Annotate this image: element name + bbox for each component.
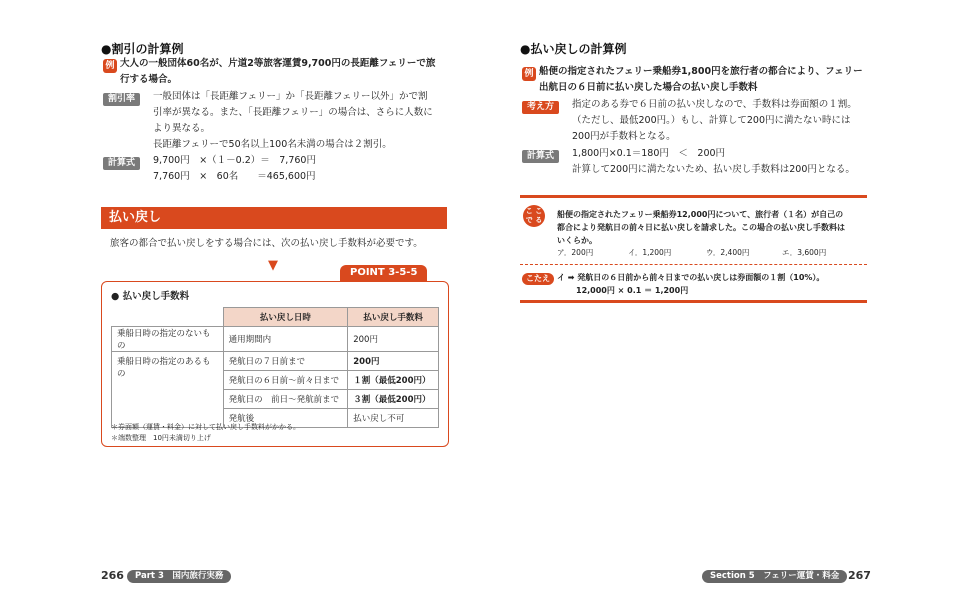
table-row [112, 327, 439, 352]
point-title: ● 払い戻し手数料 [111, 291, 190, 302]
row-category: 乗船日時の指定のないもの [112, 327, 224, 352]
row-when: 通用期間内 [223, 327, 348, 352]
point-tab: POINT 3-5-5 [340, 265, 427, 281]
refund-formula-line-2: 計算して200円に満たないため、払い戻し手数料は200円となる。 [572, 164, 855, 175]
table-note-2: ＊端数整理 10円未満切り上げ [111, 434, 211, 442]
row-category: 乗船日時の指定のあるもの [112, 352, 224, 428]
row-fee: 払い戻し不可 [348, 409, 439, 428]
header-refund-date: 払い戻し日時 [223, 308, 348, 327]
discount-example-line-1: 大人の一般団体60名が、片道2等旅客運賃9,700円の長距離フェリーで旅 [120, 58, 436, 69]
quiz-line-2: 都合により発航日の前々日に払い戻しを請求した。この場合の払い戻し手数料は [557, 223, 845, 232]
refund-formula-line-1: 1,800円×0.1＝180円 ＜ 200円 [572, 148, 726, 159]
row-fee: 200円 [348, 352, 439, 371]
footer-part-label: Part 3 国内旅行実務 [127, 570, 231, 583]
think-line-3: 200円が手数料となる。 [572, 131, 676, 142]
answer-line-2: 12,000円 × 0.1 ＝ 1,200円 [576, 286, 689, 295]
rate-line-3: より異なる。 [153, 123, 211, 134]
quiz-line-1: 船便の指定されたフェリー乗船券12,000円について、旅行者（１名）が自己の [557, 210, 844, 219]
think-tag: 考え方 [522, 101, 559, 114]
row-when: 発航日の６日前〜前々日まで [223, 371, 348, 390]
formula-line-2: 7,760円 × 60名 ＝465,600円 [153, 171, 316, 182]
refund-intro: 旅客の都合で払い戻しをする場合には、次の払い戻し手数料が必要です。 [110, 238, 423, 249]
table-header-row [112, 308, 439, 327]
table-note-1: ＊券面額（運賃・料金）に対して払い戻し手数料がかかる。 [111, 423, 300, 431]
think-line-2: （ただし、最低200円。）もし、計算して200円に満たない時には [572, 115, 851, 126]
answer-label: こたえ [522, 273, 554, 285]
refund-fee-table [111, 307, 439, 428]
row-fee: 200円 [348, 327, 439, 352]
discount-heading: ●割引の計算例 [101, 42, 184, 56]
quiz-top-rule [520, 195, 867, 198]
quiz-line-3: いくらか。 [557, 236, 597, 245]
quiz-bottom-rule [520, 300, 867, 303]
row-when: 発航日の 前日〜発航前まで [223, 390, 348, 409]
rate-tag: 割引率 [103, 93, 140, 106]
header-refund-fee: 払い戻し手数料 [348, 308, 439, 327]
rate-line-1: 一般団体は「長距離フェリー」か「長距離フェリー以外」かで割 [153, 91, 428, 102]
choice-i: イ．1,200円 [628, 248, 672, 257]
refund-calc-heading: ●払い戻しの計算例 [520, 42, 627, 56]
example-badge: 例 [103, 59, 117, 73]
footer-section-label: Section 5 フェリー運賃・料金 [702, 570, 847, 583]
table-corner [112, 308, 224, 327]
example-badge: 例 [522, 67, 536, 81]
formula-line-1: 9,700円 ×（１－0.2）＝ 7,760円 [153, 155, 316, 166]
row-when: 発航日の７日前まで [223, 352, 348, 371]
rate-line-4: 長距離フェリーで50名以上100名未満の場合は２割引。 [153, 139, 392, 150]
page-number-right: 267 [848, 569, 871, 582]
refund-example-line-2: 出航日の６日前に払い戻した場合の払い戻し手数料 [539, 82, 758, 93]
row-fee: １割（最低200円） [348, 371, 439, 390]
down-arrow-icon: ▼ [268, 258, 278, 273]
table-row [112, 352, 439, 371]
row-fee: ３割（最低200円） [348, 390, 439, 409]
choice-u: ウ．2,400円 [706, 248, 750, 257]
row-when: 発航後 [223, 409, 348, 428]
choice-a: ア．200円 [557, 248, 594, 257]
quiz-divider [520, 264, 867, 265]
refund-example-line-1: 船便の指定されたフェリー乗船券1,800円を旅行者の都合により、フェリー [539, 66, 863, 77]
think-line-1: 指定のある券で６日前の払い戻しなので、手数料は券面額の１割。 [572, 99, 857, 110]
koko-deru-icon: こ こ で る [523, 205, 545, 227]
formula-tag: 計算式 [103, 157, 140, 170]
point-box [101, 281, 449, 447]
formula-tag: 計算式 [522, 150, 559, 163]
answer-line-1: イ ➡ 発航日の６日前から前々日までの払い戻しは券面額の１割（10%）。 [557, 273, 825, 282]
refund-section-bar: 払い戻し [101, 207, 447, 229]
rate-line-2: 引率が異なる。また、「長距離フェリー」の場合は、さらに人数に [153, 107, 433, 118]
discount-example-line-2: 行する場合。 [120, 74, 178, 85]
choice-e: エ．3,600円 [782, 248, 827, 257]
page-number-left: 266 [101, 569, 124, 582]
